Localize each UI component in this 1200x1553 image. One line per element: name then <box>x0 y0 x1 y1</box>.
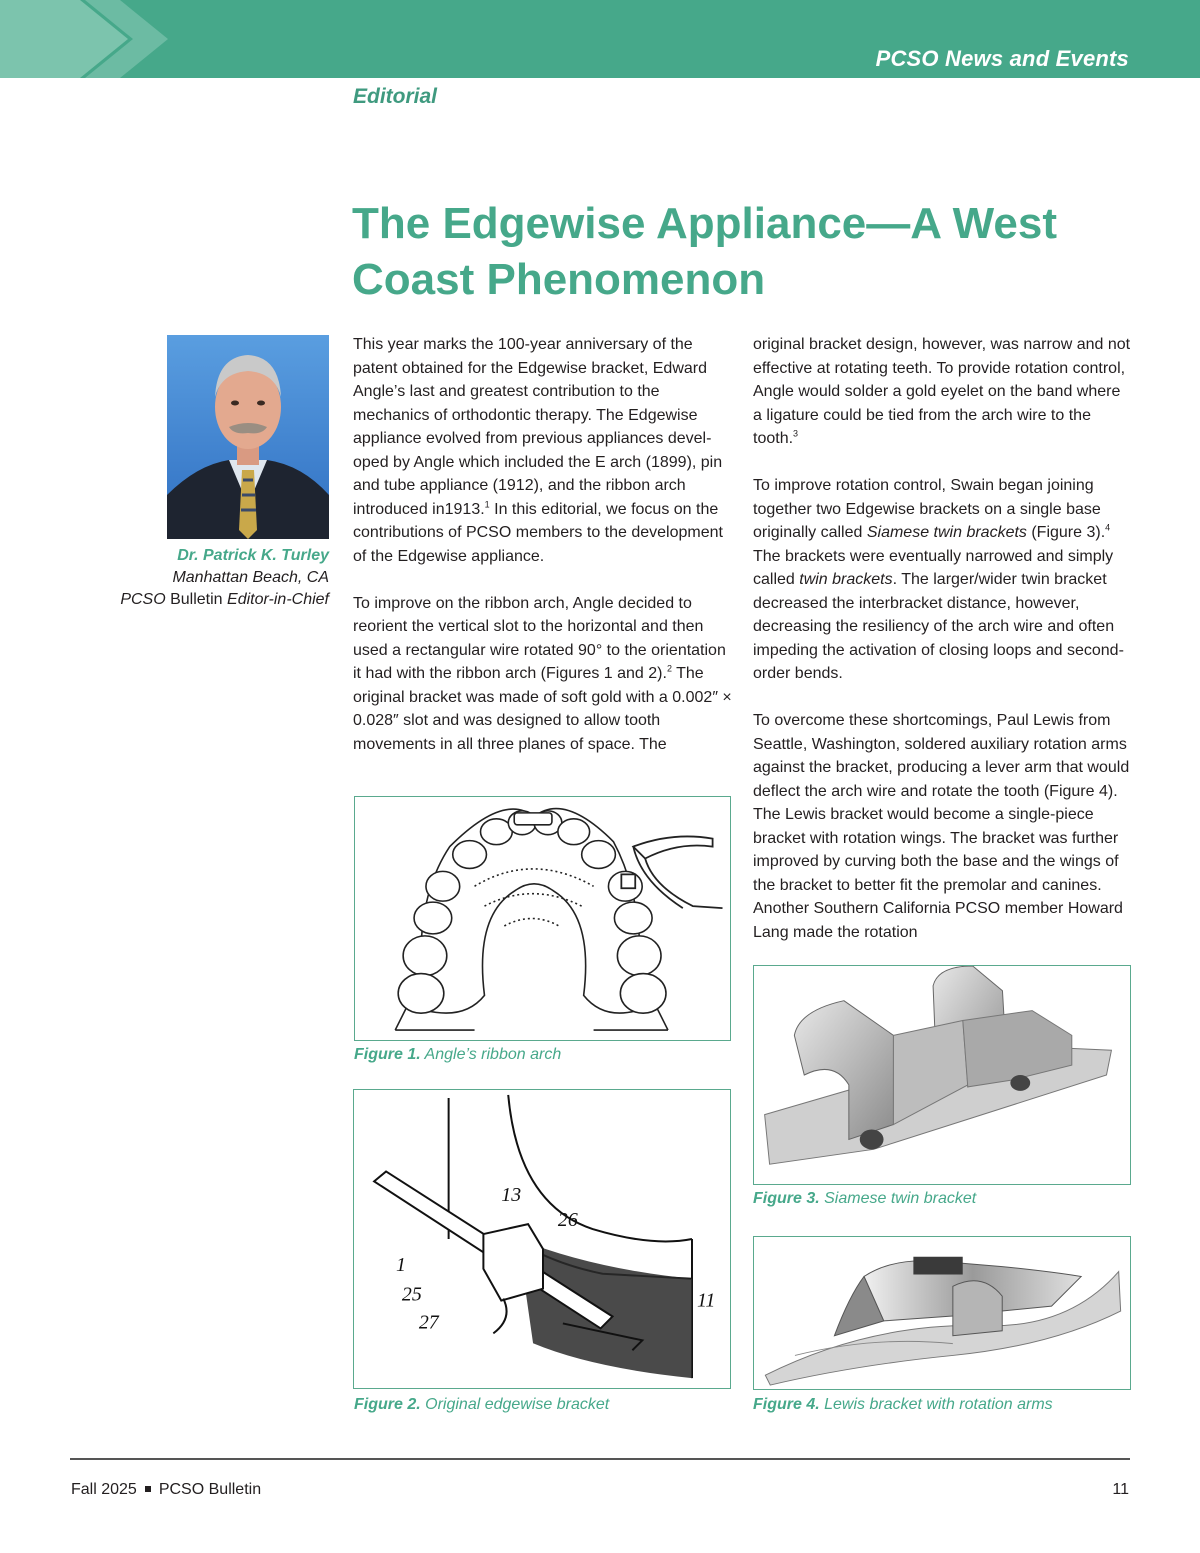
page-number: 11 <box>1112 1481 1129 1498</box>
figure-2-image <box>353 1089 731 1389</box>
article-title: The Edgewise Appliance—A West Coast Phenomenon <box>352 199 1057 304</box>
figure-4-image <box>753 1236 1131 1390</box>
author-location: Manhattan Beach, CA <box>172 569 329 586</box>
footer-publication: Fall 2025 PCSO Bulletin <box>71 1481 262 1498</box>
figure-2-caption: Figure 2. Original edgewise bracket <box>354 1396 610 1413</box>
figure-2-label: 26 <box>557 1209 578 1232</box>
author-role: PCSO Bulletin Editor-in-Chief <box>120 591 329 608</box>
paragraph: original bracket design, however, was narrow and not effective at rotating teeth. To provide rotation control, Angle would solder a gold eyelet on the band where a ligature could be tied from the arch wire to the tooth.$^3$ <box>753 336 1131 447</box>
author-info <box>120 545 329 611</box>
paragraph: To improve on the ribbon arch, Angle decided to reorient the vertical slot to the horizontal and then used a rectangular wire rotated 90° to the orientation it had with the ribbon arch (Figures 1 and 2).$^2$ The original bracket was made of soft gold with a 0.002″ × 0.028″ slot and was designed to allow tooth movements in all three planes of space. The <box>353 594 732 753</box>
paragraph: To improve rotation control, Swain began joining together two Edgewise brackets on a single base originally called Siamese twin brackets (Figure 3).$^4$ The brackets were eventually narrowed and simply called twin brackets. The larger/wider twin bracket decreased the interbracket distance, however, decreasing the resiliency of the arch wire and often impeding the activation of closing loops and second-order bends. <box>753 477 1124 682</box>
footer-rule <box>70 1458 1130 1460</box>
footnote-ref: 2 <box>666 663 672 674</box>
figure-2-label: 1 <box>395 1253 406 1276</box>
body-column-2 <box>753 333 1133 968</box>
figure-1-image <box>354 796 731 1041</box>
square-bullet-icon <box>145 1486 151 1492</box>
section-label: PCSO News and Events <box>875 46 1129 71</box>
figure-4-caption: Figure 4. Lewis bracket with rotation arms <box>753 1396 1053 1413</box>
author-name: Dr. Patrick K. Turley <box>177 547 329 564</box>
figure-1-caption: Figure 1. Angle’s ribbon arch <box>354 1046 562 1063</box>
figure-2-label: 13 <box>501 1184 522 1207</box>
figure-2-label: 27 <box>418 1311 439 1334</box>
paragraph: This year marks the 100-year anniversary of the patent obtained for the Edgewise bracket, Edward Angle’s last and greatest contribution to the mechanics of orthodontic therapy. The Edgewise appliance evolved from previous appliances developed by Angle which included the E arch (1899), pin and tube appliance (1912), and the ribbon arch introduced in1913.$^1$ In this editorial, we focus on the contributions of PCSO members to the development of the Edgewise appliance. <box>353 336 723 565</box>
header-bar <box>0 0 1200 78</box>
figure-2-label: 11 <box>696 1289 716 1312</box>
editorial-label: Editorial <box>353 85 438 108</box>
body-column-1 <box>353 333 733 780</box>
footnote-ref: 4 <box>1105 522 1111 533</box>
author-photo <box>167 335 329 539</box>
figure-2-label: 25 <box>401 1283 422 1306</box>
footnote-ref: 1 <box>484 499 490 510</box>
footnote-ref: 3 <box>793 428 799 439</box>
chevron-arrows-icon <box>0 0 200 78</box>
figure-3-caption: Figure 3. Siamese twin bracket <box>753 1190 977 1207</box>
paragraph: To overcome these shortcomings, Paul Lewis from Seattle, Washington, soldered auxiliary rotation arms against the bracket, producing a lever arm that would deflect the arch wire and rotate the tooth (Figure 4). The Lewis bracket would become a single-piece bracket with rotation wings. The bracket was further improved by curving both the base and the wings of the bracket to better fit the premolar and canines. Another Southern California PCSO member Howard Lang made the rotation <box>753 712 1130 941</box>
figure-3-image <box>753 965 1131 1185</box>
